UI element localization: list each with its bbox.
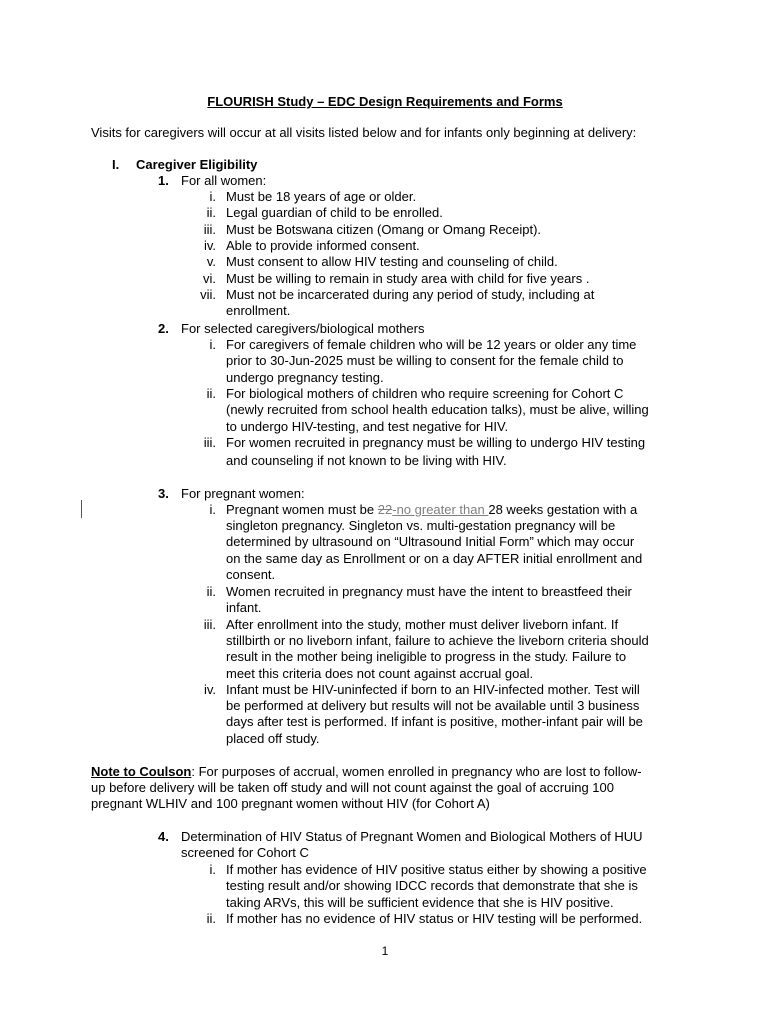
- note-line-2: up before delivery will be taken off study and will not count against the goal of accruing 100: [91, 780, 614, 795]
- sub-item-text: and counseling if not known to be living with HIV.: [226, 452, 507, 468]
- revision-change-bar: [81, 500, 82, 518]
- sub-item-text: days after test is performed. If infant is positive, mother-infant pair will be: [226, 714, 643, 730]
- sub-item-text: placed off study.: [226, 730, 320, 746]
- item-1-number: 1.: [158, 173, 169, 188]
- sub-item-text: determined by ultrasound on “Ultrasound Initial Form” which may occur: [226, 534, 635, 550]
- sub-item-text: be performed at delivery but results will not be available until 3 business: [226, 698, 640, 714]
- sub-item-number: iii.: [203, 616, 216, 632]
- sub-item-text: If mother has no evidence of HIV status or HIV testing will be performed.: [226, 910, 643, 926]
- sub-item-text: Must consent to allow HIV testing and counseling of child.: [226, 254, 558, 270]
- item-4-label-line-1: Determination of HIV Status of Pregnant Women and Biological Mothers of HUU: [181, 829, 643, 844]
- tracked-deletion: 22: [377, 502, 393, 517]
- sub-item-number: ii.: [206, 205, 216, 221]
- sub-item-text: taking ARVs, this will be sufficient evidence that she is HIV positive.: [226, 894, 614, 910]
- sub-item-text: testing result and/or showing IDCC records that demonstrate that she is: [226, 878, 638, 894]
- note-label: Note to Coulson: [91, 764, 192, 779]
- sub-item-text: undergo pregnancy testing.: [226, 369, 384, 385]
- item-2-label: For selected caregivers/biological mothers: [181, 321, 425, 336]
- sub-item-text: Must not be incarcerated during any period of study, including at: [226, 286, 595, 302]
- sub-item-number: ii.: [206, 910, 216, 926]
- sub-item-number: iii.: [203, 434, 216, 450]
- sub-item-text: stillbirth or no liveborn infant, failure to achieve the liveborn criteria should: [226, 632, 649, 648]
- sub-item-text: If mother has evidence of HIV positive status either by showing a positive: [226, 862, 647, 877]
- tracked-insertion: no greater than: [396, 502, 489, 517]
- item-3-number: 3.: [158, 486, 169, 501]
- sub-item-text: For biological mothers of children who require screening for Cohort C: [226, 385, 624, 401]
- sub-item-text: enrollment.: [226, 303, 291, 319]
- sub-item-text: Able to provide informed consent.: [226, 237, 420, 253]
- item-4-number: 4.: [158, 829, 169, 844]
- note-line-1: [91, 764, 642, 780]
- tracked-dash: -: [392, 502, 397, 517]
- sub-item-text: Must be willing to remain in study area with child for five years .: [226, 270, 590, 286]
- sub-item-number: vii.: [200, 286, 216, 302]
- sub-item-text: Must be 18 years of age or older.: [226, 189, 417, 204]
- item-2-number: 2.: [158, 321, 169, 336]
- sub-item-text: After enrollment into the study, mother must deliver liveborn infant. If: [226, 616, 619, 632]
- sub-item-text: For women recruited in pregnancy must be willing to undergo HIV testing: [226, 434, 646, 450]
- sub-item-number: ii.: [206, 584, 216, 599]
- page-number: 1: [381, 944, 389, 958]
- item-4-label-line-2: screened for Cohort C: [181, 845, 309, 860]
- sub-item-text: result in the mother being ineligible to progress in the study. Failure to: [226, 649, 627, 665]
- sub-item-text: consent.: [226, 566, 276, 582]
- note-line-3: pregnant WLHIV and 100 pregnant women without HIV (for Cohort A): [91, 796, 490, 811]
- sub-item-number: ii.: [206, 385, 216, 401]
- intro-paragraph: Visits for caregivers will occur at all visits listed below and for infants only beginning at delivery:: [91, 125, 637, 140]
- sub-item-number: i.: [209, 337, 216, 352]
- section-heading: Caregiver Eligibility: [136, 157, 258, 172]
- sub-item-text: singleton pregnancy. Singleton vs. multi-gestation pregnancy will be: [226, 518, 616, 533]
- section-number: I.: [112, 157, 120, 172]
- document-title: FLOURISH Study – EDC Design Requirements and Forms: [207, 94, 563, 109]
- sub-item-text: Infant must be HIV-uninfected if born to an HIV-infected mother. Test will: [226, 681, 640, 697]
- sub-item-text: For caregivers of female children who will be 12 years or older any time: [226, 337, 637, 352]
- sub-item-number: iii.: [203, 221, 216, 237]
- sub-item-text: to undergo HIV-testing, and test negative for HIV.: [226, 418, 509, 434]
- sub-item-text: (newly recruited from school health education talks), must be alive, willing: [226, 402, 649, 418]
- item-3-sub-number: i.: [209, 502, 216, 517]
- sub-item-number: vi.: [203, 270, 216, 286]
- tracked-text-post: 28 weeks gestation with a: [488, 502, 638, 517]
- sub-item-text: on the same day as Enrollment or on a day AFTER initial enrollment and: [226, 550, 643, 566]
- item-1-label: For all women:: [181, 173, 267, 188]
- note-text-1: : For purposes of accrual, women enrolled in pregnancy who are lost to follow-: [191, 764, 642, 779]
- sub-item-number: iv.: [203, 681, 216, 697]
- sub-item-text: Legal guardian of child to be enrolled.: [226, 205, 443, 221]
- item-3-label: For pregnant women:: [181, 486, 305, 501]
- sub-item-number: v.: [206, 254, 216, 270]
- sub-item-number: iv.: [203, 237, 216, 253]
- sub-item-text: prior to 30-Jun-2025 must be willing to consent for the female child to: [226, 353, 624, 369]
- item-3-sub-i-first-line: [226, 502, 637, 518]
- sub-item-text: meet this criteria does not count against accrual goal.: [226, 665, 534, 681]
- sub-item-text: Must be Botswana citizen (Omang or Omang Receipt).: [226, 221, 542, 237]
- sub-item-number: i.: [209, 862, 216, 877]
- tracked-text-pre: Pregnant women must be: [226, 502, 378, 517]
- sub-item-text: Women recruited in pregnancy must have the intent to breastfeed their: [226, 584, 632, 599]
- sub-item-number: i.: [209, 189, 216, 204]
- sub-item-text: infant.: [226, 600, 262, 616]
